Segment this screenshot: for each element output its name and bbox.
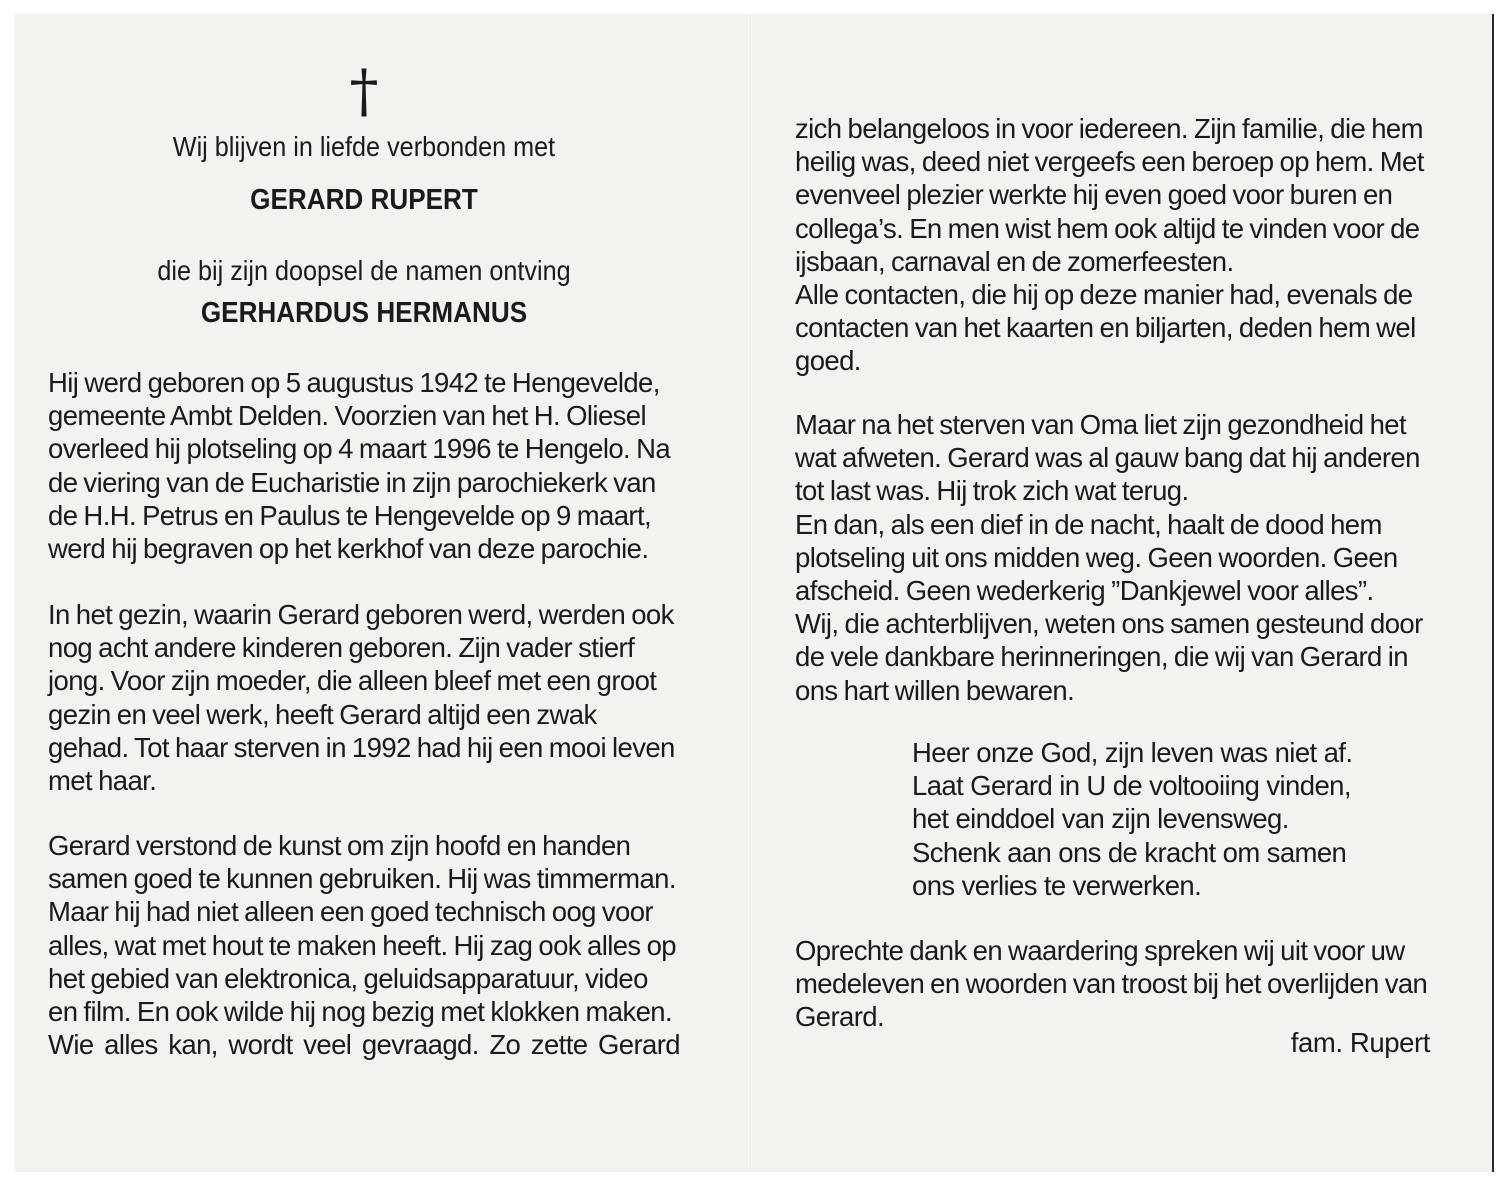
family-signature: fam. Rupert <box>1290 1027 1430 1058</box>
prayer-poem <box>912 736 1432 902</box>
text-line: collega’s. En men wist hem ook altijd te vinden voor de <box>795 212 1420 244</box>
family-paragraph <box>48 598 680 797</box>
text-line: Alle contacten, die hij op deze manier had, evenals de <box>795 279 1413 311</box>
birth-death-paragraph <box>48 366 680 565</box>
poem-line: Heer onze God, zijn leven was niet af. <box>912 737 1353 768</box>
memorial-card <box>15 14 1494 1172</box>
text-line: Oprechte dank en waardering spreken wij uit voor uw <box>795 935 1405 966</box>
text-line: tot last was. Hij trok zich wat terug. <box>795 475 1189 507</box>
poem-line: ons verlies te verwerken. <box>912 869 1202 901</box>
text-line: afscheid. Geen wederkerig ”Dankjewel voor alles”. <box>795 575 1374 607</box>
text-line: gezin en veel werk, heeft Gerard altijd een zwak <box>48 698 597 730</box>
text-line: gemeente Ambt Delden. Voorzien van het H. Oliesel <box>48 400 646 432</box>
text-line: ons hart willen bewaren. <box>795 674 1075 706</box>
text-line: In het gezin, waarin Gerard geboren werd, werden ook <box>48 599 674 630</box>
intro-line: Wij blijven in liefde verbonden met <box>172 131 556 162</box>
deceased-name: GERARD RUPERT <box>250 184 478 216</box>
text-line: de vele dankbare herinneringen, die wij van Gerard in <box>795 641 1408 673</box>
text-line: Gerard. <box>795 1001 885 1033</box>
text-line: met haar. <box>48 765 157 797</box>
text-line: goed. <box>795 345 861 377</box>
text-line: alles, wat met hout te maken heeft. Hij zag ook alles op <box>48 929 676 961</box>
text-line: wat afweten. Gerard was al gauw bang dat hij anderen <box>795 442 1420 474</box>
text-line: de H.H. Petrus en Paulus te Hengevelde op 9 maart, <box>48 499 652 531</box>
text-line: Gerard verstond de kunst om zijn hoofd en handen <box>48 830 631 861</box>
craft-paragraph <box>48 829 680 1061</box>
text-line: jong. Voor zijn moeder, die alleen bleef met een groot <box>48 665 657 697</box>
text-line: medeleven en woorden van troost bij het overlijden van <box>795 968 1428 1000</box>
baptism-names: GERHARDUS HERMANUS <box>200 297 528 329</box>
card-fold <box>750 14 752 1172</box>
poem-line: het einddoel van zijn levensweg. <box>912 803 1289 835</box>
baptism-intro: die bij zijn doopsel de namen ontving <box>157 255 571 286</box>
text-line: Maar hij had niet alleen een goed technisch oog voor <box>48 896 653 928</box>
text-line: evenveel plezier werkte hij even goed voor buren en <box>795 179 1393 211</box>
text-line: en film. En ook wilde hij nog bezig met klokken maken. <box>48 996 673 1028</box>
text-line: de viering van de Eucharistie in zijn parochiekerk van <box>48 466 656 498</box>
community-paragraph <box>795 112 1430 378</box>
text-line: samen goed te kunnen gebruiken. Hij was timmerman. <box>48 863 676 895</box>
text-line: Wij, die achterblijven, weten ons samen gesteund door <box>795 608 1423 640</box>
text-line: zich belangeloos in voor iedereen. Zijn familie, die hem <box>795 113 1423 144</box>
text-line: plotseling uit ons midden weg. Geen woorden. Geen <box>795 541 1398 573</box>
text-line: Hij werd geboren op 5 augustus 1942 te Hengevelde, <box>48 367 660 398</box>
text-line: En dan, als een dief in de nacht, haalt de dood hem <box>795 508 1382 540</box>
text-line: ijsbaan, carnaval en de zomerfeesten. <box>795 245 1234 277</box>
text-line: contacten van het kaarten en biljarten, deden hem wel <box>795 312 1416 344</box>
text-line: Wie alles kan, wordt veel gevraagd. Zo zette Gerard <box>48 1029 680 1061</box>
text-line: overleed hij plotseling op 4 maart 1996 te Hengelo. Na <box>48 433 671 465</box>
text-line: Maar na het sterven van Oma liet zijn gezondheid het <box>795 409 1407 440</box>
text-line: het gebied van elektronica, geluidsapparatuur, video <box>48 962 648 994</box>
text-line: nog acht andere kinderen geboren. Zijn vader stierf <box>48 632 635 664</box>
poem-line: Laat Gerard in U de voltooiing vinden, <box>912 770 1351 802</box>
cross-icon: † <box>349 57 379 125</box>
text-line: heilig was, deed niet vergeefs een beroep op hem. Met <box>795 146 1424 178</box>
text-line: werd hij begraven op het kerkhof van deze parochie. <box>48 533 649 565</box>
health-paragraph <box>795 408 1430 707</box>
text-line: gehad. Tot haar sterven in 1992 had hij een mooi leven <box>48 731 675 763</box>
poem-line: Schenk aan ons de kracht om samen <box>912 836 1347 868</box>
thanks-paragraph <box>795 934 1430 1034</box>
